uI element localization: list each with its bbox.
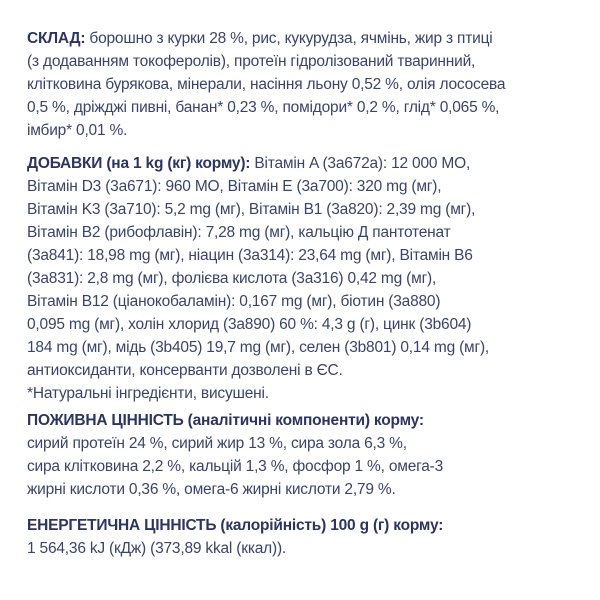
additives-line: Вітамін K3 (3a710): 5,2 mg (мг), Вітамін B1 (3a820): 2,39 mg (мг), — [27, 201, 476, 218]
additives-first-line-text: Вітамін A (3a672a): 12 000 МО, — [250, 155, 471, 172]
composition-line: 0,5 %, дріжджі пивні, банан* 0,23 %, помідори* 0,2 %, глід* 0,065 %, — [27, 99, 500, 116]
section-nutrition — [27, 409, 582, 501]
nutrition-heading-line — [27, 409, 582, 432]
energy-value-line: 1 564,36 kJ (кДж) (373,89 kkal (ккал)). — [27, 540, 287, 557]
additives-line: Вітамін D3 (3a671): 960 МО, Вітамін E (3a700): 320 mg (мг), — [27, 178, 442, 195]
nutrition-line: сирий протеїн 24 %, сирий жир 13 %, сира зола 6,3 %, — [27, 435, 407, 452]
additives-line: антиоксиданти, консерванти дозволені в ЄС. — [27, 362, 343, 379]
nutrition-line: сира клітковина 2,2 %, кальцій 1,3 %, фосфор 1 %, омега-3 — [27, 458, 444, 475]
nutrition-line: жирні кислоти 0,36 %, омега-6 жирні кислоти 2,79 %. — [27, 481, 396, 498]
additives-line: (3a831): 2,8 mg (мг), фолієва кислота (3a316) 0,42 mg (мг), — [27, 270, 437, 287]
composition-line: імбир* 0,01 %. — [27, 122, 128, 139]
nutrition-heading: ПОЖИВНА ЦІННІСТЬ (аналітичні компоненти) корму: — [27, 412, 424, 429]
composition-first-line — [27, 27, 582, 50]
composition-first-line-text: борошно з курки 28 %, рис, кукурудза, ячмінь, жир з птиці — [85, 30, 493, 47]
section-additives — [27, 152, 582, 405]
composition-heading: СКЛАД: — [27, 30, 86, 47]
additives-footnote: *Натуральні інгредієнти, висушені. — [27, 385, 269, 402]
additives-line: Вітамін B12 (ціанокобаламін): 0,167 mg (мг), біотин (3a880) — [27, 293, 441, 310]
additives-line: 184 mg (мг), мідь (3b405) 19,7 mg (мг), селен (3b801) 0,14 mg (мг), — [27, 339, 490, 356]
additives-line: (3a841): 18,98 mg (мг), ніацин (3a314): 23,64 mg (мг), Вітамін B6 — [27, 247, 473, 264]
composition-line: клітковина бурякова, мінерали, насіння льону 0,52 %, олія лососева — [27, 76, 506, 93]
additives-line: Вітамін B2 (рибофлавін): 7,28 mg (мг), кальцію Д пантотенат — [27, 224, 451, 241]
additives-line: 0,095 mg (мг), холін хлорид (3a890) 60 %: 4,3 g (г), цинк (3b604) — [27, 316, 472, 333]
section-energy — [27, 514, 582, 560]
energy-heading-line — [27, 514, 582, 537]
energy-heading: ЕНЕРГЕТИЧНА ЦІННІСТЬ (калорійність) 100 g (г) корму: — [27, 517, 444, 534]
section-composition — [27, 27, 582, 142]
additives-heading: ДОБАВКИ (на 1 kg (кг) корму): — [27, 155, 251, 172]
additives-first-line — [27, 152, 582, 175]
composition-line: (з додаванням токоферолів), протеїн гідролізований тваринний, — [27, 53, 476, 70]
